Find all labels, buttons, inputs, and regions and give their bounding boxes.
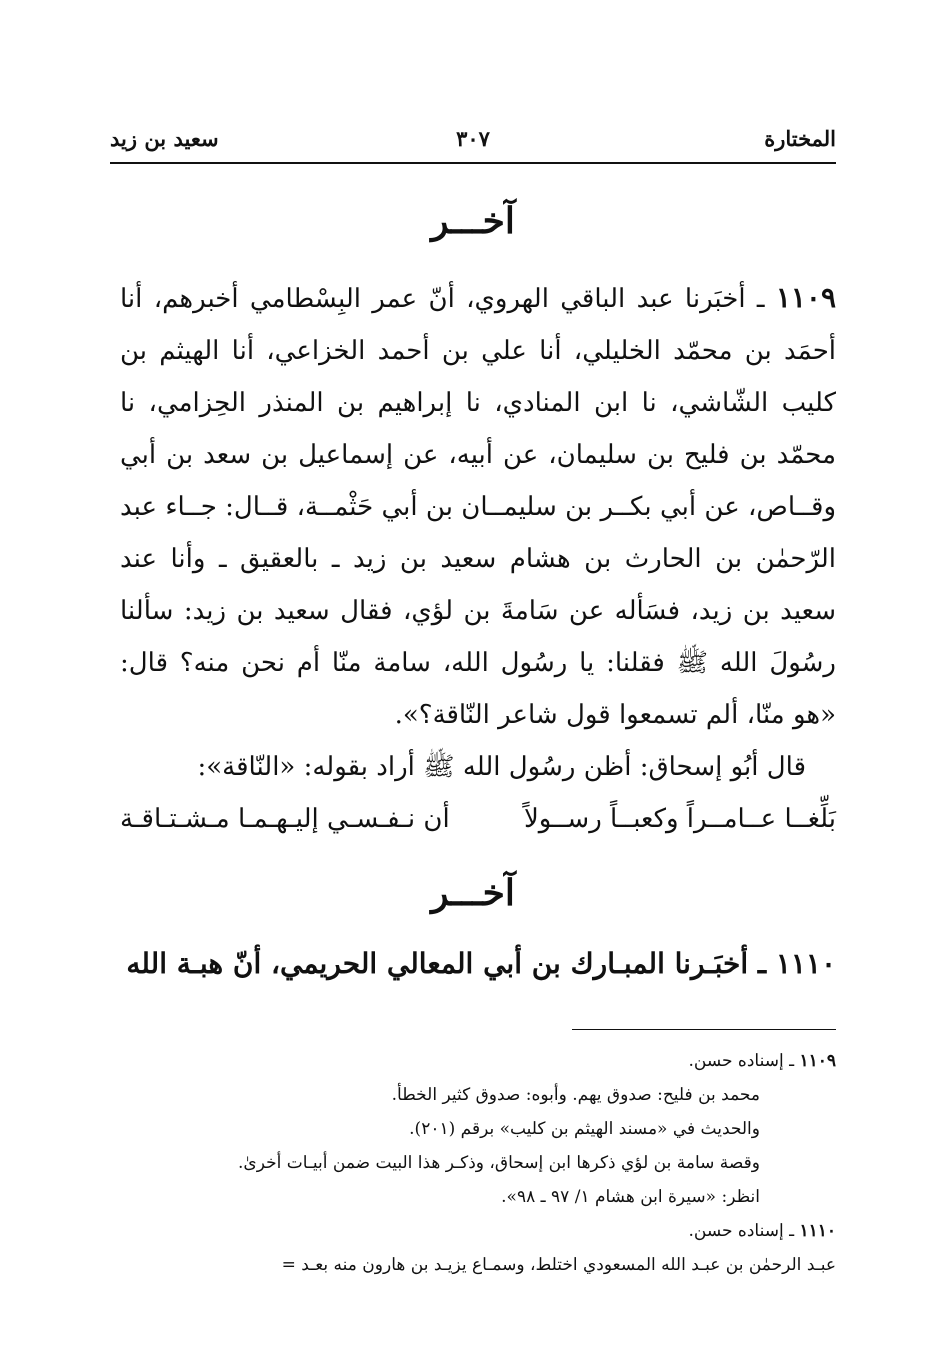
footnote-line: محمد بن فليح: صدوق يهم. وأبوه: صدوق كثير الخطأ.: [391, 1085, 760, 1105]
footnote-line: [120, 1214, 836, 1248]
footnote-rule: [572, 1029, 836, 1030]
hadith-1109: [120, 272, 836, 845]
footnote-line: عبـد الرحمٰن بن عبـد الله المسعودي اختلط، وسمـاع يزيـد بن هارون منه بعـد =: [281, 1255, 836, 1275]
hadith-1110: [120, 938, 836, 990]
section-title: آخـــر: [431, 872, 515, 914]
footnote-number: ١١٠٩: [799, 1051, 836, 1071]
footnotes: [120, 1044, 836, 1282]
hadith-number: ١١١٠: [775, 947, 836, 980]
hadith-number: ١١٠٩: [775, 281, 836, 314]
poem-verse: [120, 793, 836, 845]
footnote-line: انظر: «سيرة ابن هشام ١/ ٩٧ ـ ٩٨».: [501, 1187, 760, 1207]
poem-hemistich-first: بَلِّغــا عــامــراً وكعبــاً رســولاً: [523, 804, 836, 834]
footnote-line: والحديث في «مسند الهيثم بن كليب» برقم (٢٠١).: [409, 1119, 760, 1139]
running-header: [110, 126, 836, 160]
footnote-number: ١١١٠: [799, 1221, 836, 1241]
header-book-title: المختارة: [764, 126, 836, 151]
hadith-body: ـ أخبَـرنا المبـارك بن أبي المعالي الحريمي، أنّ هبـة الله: [126, 947, 767, 980]
footnote-line: وقصة سامة بن لؤي ذكرها ابن إسحاق، وذكـر هذا البيت ضمن أبيـات أخرىٰ.: [238, 1153, 760, 1173]
hadith-commentary: قال أبُو إسحاق: أظن رسُول الله ﷺ أراد بقوله: «النّاقة»:: [197, 752, 806, 782]
hadith-text: [120, 938, 836, 990]
hadith-body: ـ أخبَرنا عبد الباقي الهروي، أنّ عمر البِسْطامي أخبرهم، أنا أحمَد بن محمّد الخليلي، أنا علي بن أحمد الخزاعي، أنا الهيثم بن كليب الشّاشي، نا ابن المنادي، نا إبراهيم بن المنذر الحِزامي، نا محمّد بن فليح بن سليمان، عن أبيه، عن إسماعيل بن سعد بن أبي وقــاص، عن أبي بكــر بن سليمــان بن أبي حَثْمــة، قــال: جــاء عبد الرّحمٰن بن الحارث بن هشام سعيد بن زيد ـ بالعقيق ـ وأنا عند سعيد بن زيد، فسَأله عن سَامةَ بن لؤي، فقال سعيد بن زيد: سألنا رسُولَ الله ﷺ فقلنا: يا رسُول الله، سامة منّا أم نحن منه؟ قال: «هو منّا، ألم تسمعوا قول شاعر النّاقة؟».: [120, 284, 836, 730]
footnote-text: ـ إسناده حسن.: [688, 1221, 795, 1241]
page-number: ٣٠٧: [456, 126, 490, 151]
footnote-text: ـ إسناده حسن.: [688, 1051, 795, 1071]
section-title: آخـــر: [431, 200, 515, 242]
hadith-text: [120, 272, 836, 741]
poem-hemistich-second: أن نـفـسـي إليـهـمـا مـشـتـاقـة: [120, 804, 450, 834]
footnote-line: [120, 1044, 836, 1078]
header-chapter-title: سعيد بن زيد: [110, 126, 219, 151]
header-rule: [110, 162, 836, 164]
